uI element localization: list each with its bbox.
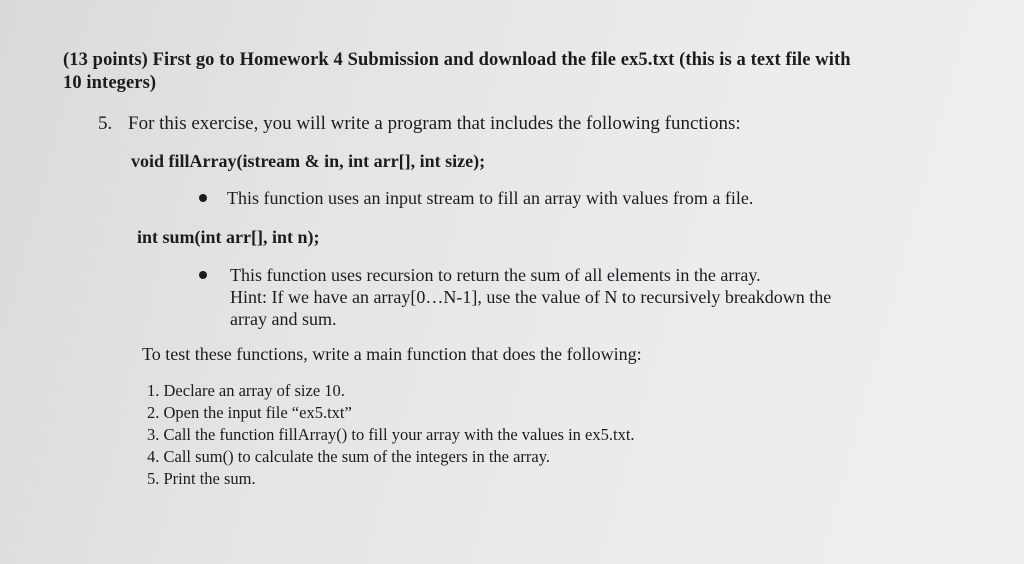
function-signature-sum: int sum(int arr[], int n); bbox=[137, 227, 320, 247]
list-item: 4. Call sum() to calculate the sum of the integers in the array. bbox=[147, 447, 551, 466]
fillarray-description bbox=[227, 187, 753, 209]
sum-description-hint: Hint: If we have an array[0…N-1], use the value of N to recursively breakdown the bbox=[230, 287, 832, 307]
test-instructions-intro: To test these functions, write a main function that does the following: bbox=[142, 344, 642, 364]
bullet-icon bbox=[199, 271, 207, 279]
bullet-icon bbox=[199, 194, 207, 202]
question-prompt bbox=[98, 112, 741, 136]
sum-description-line-3: array and sum. bbox=[230, 309, 337, 329]
question-text: For this exercise, you will write a program that includes the following functions: bbox=[128, 113, 741, 134]
fillarray-description-text: This function uses an input stream to fill an array with values from a file. bbox=[227, 188, 754, 208]
problem-heading bbox=[63, 49, 923, 95]
function-signature-fillarray: void fillArray(istream & in, int arr[], int size); bbox=[131, 151, 486, 171]
list-item: 3. Call the function fillArray() to fill your array with the values in ex5.txt. bbox=[147, 425, 635, 444]
steps-list bbox=[147, 380, 635, 490]
sum-description bbox=[230, 264, 910, 330]
sum-description-line-1: This function uses recursion to return the sum of all elements in the array. bbox=[230, 265, 761, 285]
heading-line-1: (13 points) First go to Homework 4 Submission and download the file ex5.txt (this is a text file with bbox=[63, 50, 851, 70]
list-item: 2. Open the input file “ex5.txt” bbox=[147, 403, 352, 422]
list-item: 5. Print the sum. bbox=[147, 469, 256, 488]
list-item: 1. Declare an array of size 10. bbox=[147, 381, 345, 400]
question-number: 5. bbox=[98, 113, 113, 134]
heading-line-2: 10 integers) bbox=[63, 73, 157, 93]
